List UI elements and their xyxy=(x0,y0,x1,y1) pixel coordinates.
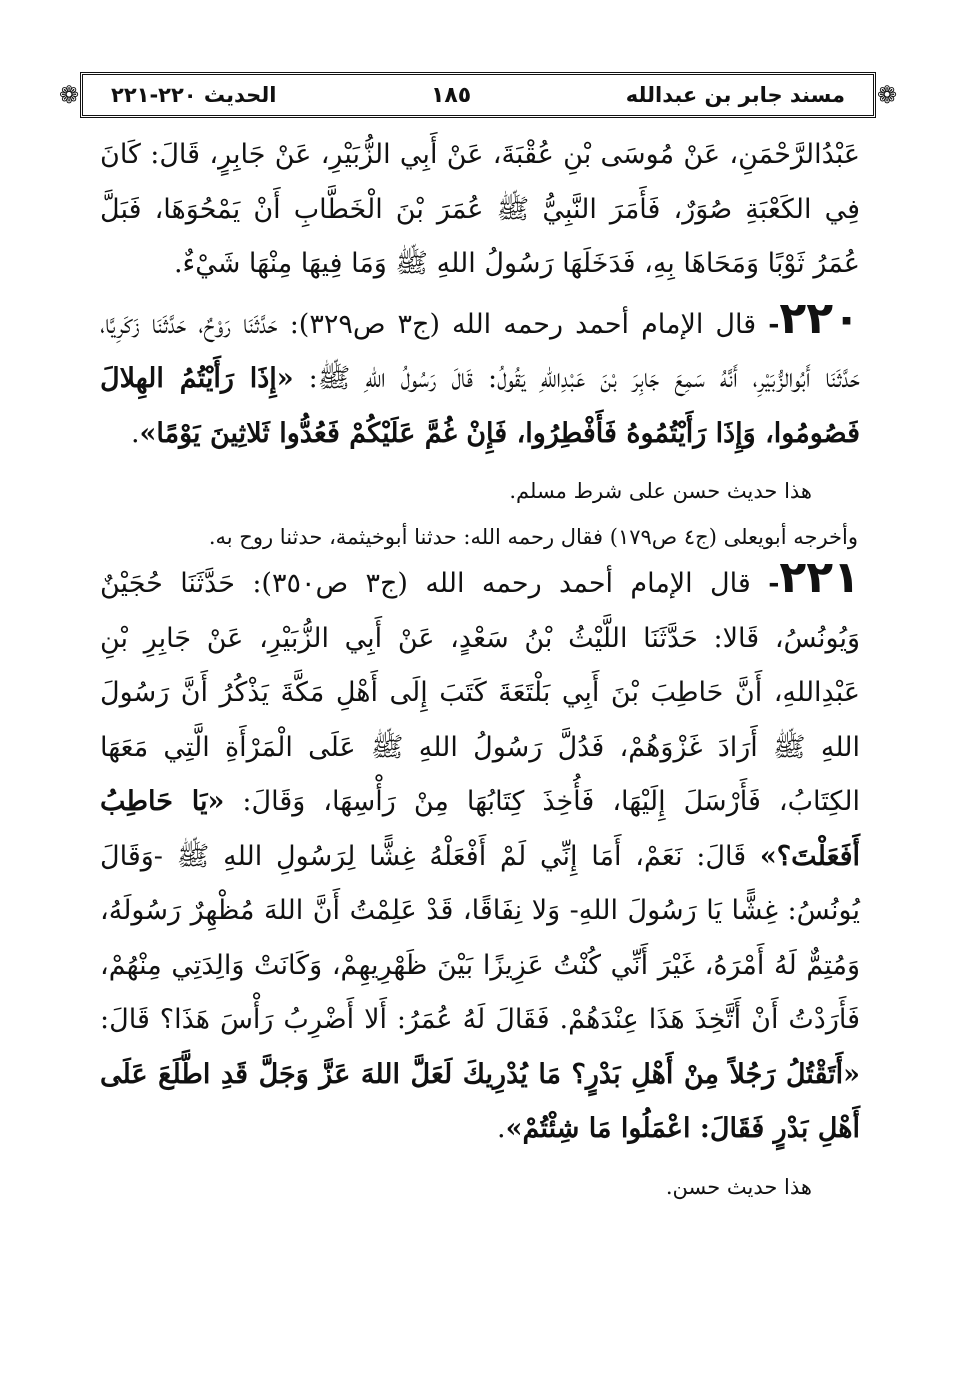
running-header xyxy=(80,72,876,118)
hadith-number: ٢٢١ xyxy=(779,552,860,603)
hadith-220 xyxy=(100,292,860,462)
hadith-dash: - xyxy=(768,308,780,340)
hadith-takhrij: وأخرجه أبويعلى (ج٤ ص١٧٩) فقال رحمه الله: حدثنا أبوخيثمة، حدثنا روح به. xyxy=(208,525,858,549)
hadith-end: . xyxy=(130,417,140,449)
header-ornament-right: ❁ xyxy=(876,81,898,109)
hadith-isnad: قال الإمام أحمد رحمه الله (ج٣ ص٣٥٠): حَدَّثَنَا حُجَيْنٌ وَيُونُسُ، قَالا: حَدَّثَنَا اللَّيْثُ بْنُ سَعْدٍ، عَنْ أَبِي الزُّبَيْرِ، عَنْ جَابِرِ بْنِ عَبْدِاللهِ، أَنَّ حَاطِبَ بْنَ أَبِي بَلْتَعَةَ كَتَبَ إِلَى أَهْلِ مَكَّةَ يَذْكُرُ أَنَّ رَسُولَ اللهِ ﷺ أَرَادَ غَزْوَهُمْ، فَدُلَّ رَسُولُ اللهِ ﷺ عَلَى الْمَرْأَةِ الَّتِي مَعَهَا الكِتَابُ، فَأَرْسَلَ إِلَيْهَا، فَأُخِذَ كِتَابُهَا مِنْ رَأْسِهَا، وَقَالَ: xyxy=(100,568,861,817)
page-body xyxy=(100,128,860,1207)
header-ornament-left: ❁ xyxy=(58,81,80,109)
continued-hadith-text: عَبْدُالرَّحْمَنِ، عَنْ مُوسَى بْنِ عُقْبَةَ، عَنْ أَبِي الزُّبَيْرِ، عَنْ جَابِرٍ، قَالَ: كَانَ فِي الكَعْبَةِ صُوَرٌ، فَأَمَرَ النَّبِيُّ ﷺ عُمَرَ بْنَ الْخَطَّابِ أَنْ يَمْحُوَهَا، فَبَلَّ عُمَرُ ثَوْبًا وَمَحَاهَا بِهِ، فَدَخَلَهَا رَسُولُ اللهِ ﷺ وَمَا فِيهَا مِنْهَا شَيْءٌ. xyxy=(100,139,860,279)
hadith-isnad: قال الإمام أحمد رحمه الله (ج٣ ص٣٢٩): حَدَّثَنَا رَوْحٌ، حَدَّثَنَا زَكَرِيَّا، حَدَّثَنَا أَبُوالزُّبَيْرِ، أَنَّهُ سَمِعَ جَابِرَ بْنَ عَبْدِاللهِ يَقُولُ: قَالَ رَسُولُ اللهِ ﷺ: xyxy=(100,308,860,394)
hadith-number: ٢٢٠ xyxy=(779,292,860,344)
hadith-range: الحديث ٢٢٠-٢٢١ xyxy=(111,83,277,107)
hadith-matn: «إِذَا رَأَيْتُمُ الهِلالَ فَصُومُوا، وَإِذَا رَأَيْتُمُوهُ فَأَفْطِرُوا، فَإِنْ غُمَّ عَلَيْكُمْ فَعُدُّوا ثَلاثِينَ يَوْمًا» xyxy=(100,363,860,449)
hadith-matn-question: «يَا حَاطِبُ أَفَعَلْتَ؟» xyxy=(100,786,860,872)
hadith-grade: هذا حديث حسن على شرط مسلم. xyxy=(509,479,812,503)
hadith-grade: هذا حديث حسن. xyxy=(665,1174,812,1199)
hadith-dash: - xyxy=(768,568,780,599)
hadith-end: . xyxy=(497,1113,506,1144)
hadith-221 xyxy=(100,552,861,1157)
hadith-matn-answer: «أَتَقْتُلُ رَجُلاً مِنْ أَهْلِ بَدْرٍ؟ مَا يُدْرِيكَ لَعَلَّ اللهَ عَزَّ وَجَلَّ قَدِ اطَّلَعَ عَلَى أَهْلِ بَدْرٍ فَقَالَ: اعْمَلُوا مَا شِئْتُمْ» xyxy=(100,1058,860,1144)
hadith-narrative: قَالَ: نَعَمْ، أَمَا إِنِّي لَمْ أَفْعَلْهُ غِشًّا لِرَسُولِ اللهِ ﷺ -وَقَالَ يُونُسُ: غِشًّا يَا رَسُولَ اللهِ- وَلا نِفَاقًا، قَدْ عَلِمْتُ أَنَّ اللهَ مُظْهِرٌ رَسُولَهُ، وَمُتِمٌّ لَهُ أَمْرَهُ، غَيْرَ أَنِّي كُنْتُ عَزِيزًا بَيْنَ ظَهْرِيهِمْ، وَكَانَتْ وَالِدَتِي مِنْهُمْ، فَأَرَدْتُ أَنْ أَتَّخِذَ هَذَا عِنْدَهُمْ. فَقَالَ لَهُ عُمَرُ: أَلا أَضْرِبُ رَأْسَ هَذَا؟ قَالَ: xyxy=(100,840,860,1035)
page-number: ١٨٥ xyxy=(430,82,472,108)
book-title: مسند جابر بن عبدالله xyxy=(625,83,845,107)
